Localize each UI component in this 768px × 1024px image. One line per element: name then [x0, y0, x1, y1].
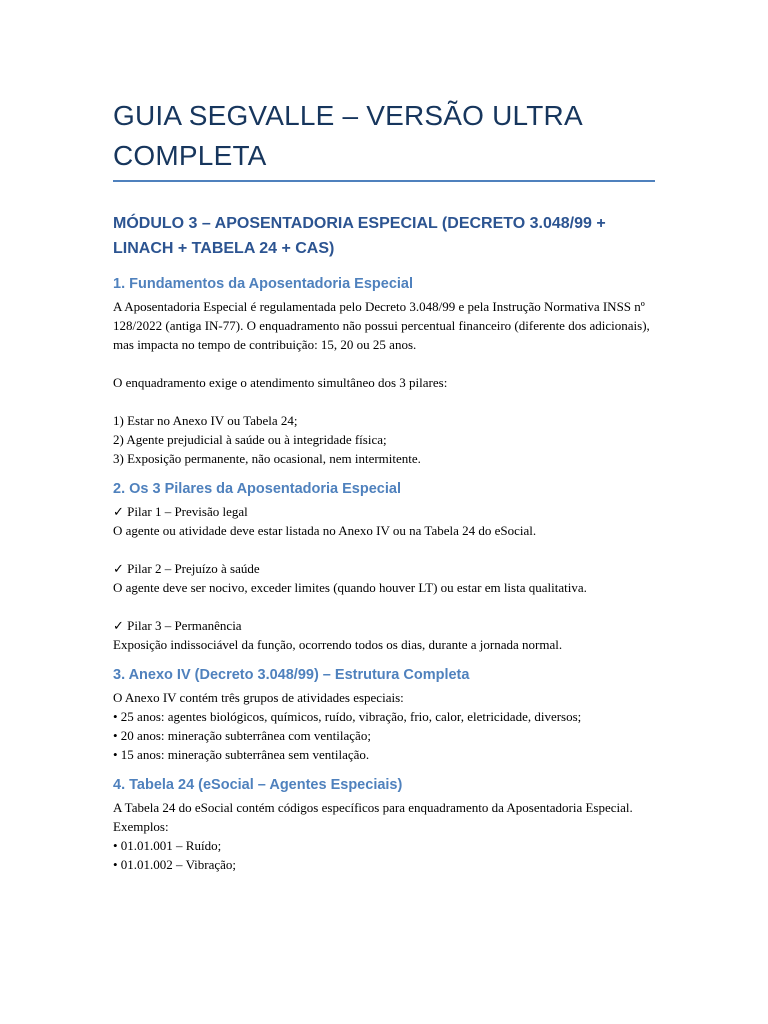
bullet-list [113, 817, 658, 874]
pillar-title: ✓ Pilar 2 – Prejuízo à saúde [113, 561, 260, 576]
section-paragraph: A Tabela 24 do eSocial contém códigos específicos para enquadramento da Aposentadoria Especial. [113, 800, 633, 815]
document-body [113, 211, 658, 884]
paragraph-spacer [113, 354, 658, 373]
list-item: • 01.01.001 – Ruído; [113, 838, 222, 853]
section-heading: 2. Os 3 Pilares da Aposentadoria Especial [113, 481, 401, 497]
list-item: 3) Exposição permanente, não ocasional, nem intermitente. [113, 451, 421, 466]
title-underline [113, 180, 655, 182]
paragraph-spacer [113, 540, 658, 559]
document-title: GUIA SEGVALLE – VERSÃO ULTRA COMPLETA [113, 100, 582, 171]
bullet-list [113, 688, 658, 764]
list-item: • 01.01.002 – Vibração; [113, 857, 237, 872]
list-item: • 20 anos: mineração subterrânea com ventilação; [113, 728, 371, 743]
pillar-block [113, 502, 658, 540]
section-tabela-24 [113, 774, 658, 874]
pillar-title: ✓ Pilar 1 – Previsão legal [113, 504, 248, 519]
pillar-text: Exposição indissociável da função, ocorrendo todos os dias, durante a jornada normal. [113, 637, 563, 652]
section-paragraph: O Anexo IV contém três grupos de atividades especiais: [113, 690, 404, 705]
paragraph-spacer [113, 392, 658, 411]
section-anexo-iv [113, 664, 658, 764]
paragraph-spacer [113, 597, 658, 616]
list-item: 1) Estar no Anexo IV ou Tabela 24; [113, 413, 298, 428]
list-item: • 15 anos: mineração subterrânea sem ventilação. [113, 747, 370, 762]
section-heading: 1. Fundamentos da Aposentadoria Especial [113, 276, 414, 292]
pillar-text: O agente ou atividade deve estar listada no Anexo IV ou na Tabela 24 do eSocial. [113, 523, 537, 538]
section-paragraph: O enquadramento exige o atendimento simultâneo dos 3 pilares: [113, 375, 448, 390]
section-heading: 3. Anexo IV (Decreto 3.048/99) – Estrutura Completa [113, 667, 470, 683]
section-heading: 4. Tabela 24 (eSocial – Agentes Especiais) [113, 777, 403, 793]
pillar-block [113, 616, 658, 654]
list-item: • 25 anos: agentes biológicos, químicos, ruído, vibração, frio, calor, eletricidade, diversos; [113, 709, 582, 724]
examples-label: Exemplos: [113, 819, 169, 834]
section-pilares [113, 478, 658, 654]
pillar-text: O agente deve ser nocivo, exceder limites (quando houver LT) ou estar em lista qualitativa. [113, 580, 587, 595]
pillar-title: ✓ Pilar 3 – Permanência [113, 618, 242, 633]
list-item: 2) Agente prejudicial à saúde ou à integridade física; [113, 432, 387, 447]
section-fundamentos [113, 273, 658, 468]
module-heading: MÓDULO 3 – APOSENTADORIA ESPECIAL (DECRETO 3.048/99 + LINACH + TABELA 24 + CAS) [113, 215, 606, 257]
section-paragraph: A Aposentadoria Especial é regulamentada pelo Decreto 3.048/99 e pela Instrução Normativa INSS nº 128/2022 (antiga IN-77). O enquadramento não possui percentual financeiro (diferente dos adicionais), mas impacta no tempo de contribuição: 15, 20 ou 25 anos. [113, 299, 650, 352]
numbered-list [113, 411, 658, 468]
pillar-block [113, 559, 658, 597]
